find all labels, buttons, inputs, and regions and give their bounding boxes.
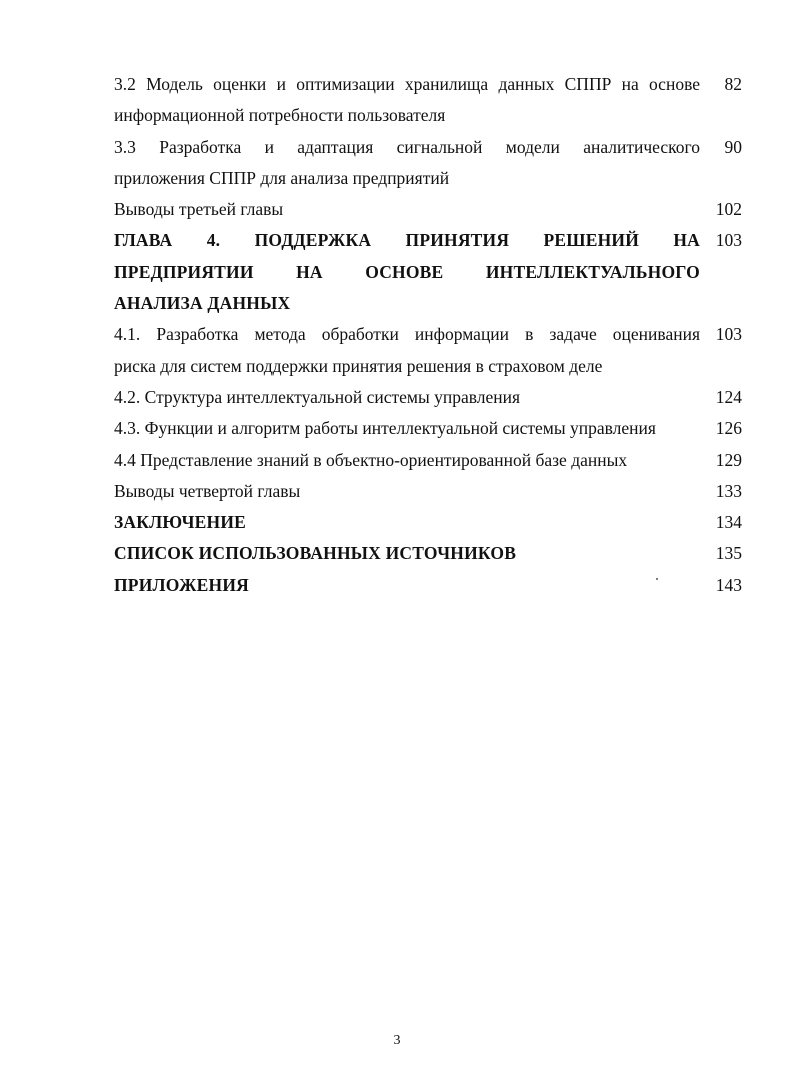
toc-page-number: 103	[715, 324, 742, 345]
toc-page-number: 126	[715, 418, 742, 439]
toc-entry-3-3	[114, 132, 742, 195]
toc-entry-line: ЗАКЛЮЧЕНИЕ	[114, 512, 247, 533]
page-footer-number: 3	[393, 1033, 401, 1048]
table-of-contents	[114, 69, 742, 601]
toc-entry-title	[114, 476, 700, 507]
toc-entry-title	[114, 507, 700, 538]
toc-entry-line: 3.3 Разработка и адаптация сигнальной модели аналитического	[114, 136, 700, 157]
toc-entry-line: ПРЕДПРИЯТИИ НА ОСНОВЕ ИНТЕЛЛЕКТУАЛЬНОГО	[114, 261, 700, 282]
toc-page-number: 102	[715, 199, 742, 220]
toc-entry-4-2	[114, 382, 742, 413]
toc-entry-chapter3-conclusions	[114, 194, 742, 225]
toc-page-number: 90	[724, 136, 742, 157]
toc-entry-chapter4-conclusions	[114, 476, 742, 507]
toc-entry-line: 3.2 Модель оценки и оптимизации хранилища данных СППР на основе	[114, 74, 700, 94]
toc-entry-title	[114, 382, 700, 413]
toc-entry-line: 4.2. Структура интеллектуальной системы управления	[114, 386, 521, 407]
toc-entry-4-1	[114, 319, 742, 382]
toc-entry-line: 4.1. Разработка метода обработки информации в задаче оценивания	[114, 324, 700, 345]
toc-page-number: 82	[724, 74, 742, 94]
toc-page-number: 124	[715, 386, 742, 407]
toc-entry-title	[114, 225, 700, 319]
toc-entry-line: ГЛАВА 4. ПОДДЕРЖКА ПРИНЯТИЯ РЕШЕНИЙ НА	[114, 230, 700, 251]
toc-entry-conclusion	[114, 507, 742, 538]
toc-page-number: 135	[715, 543, 742, 564]
toc-entry-line: Выводы третьей главы	[114, 199, 284, 220]
toc-entry-title	[114, 413, 700, 444]
toc-entry-line: риска для систем поддержки принятия решения в страховом деле	[114, 355, 603, 376]
scan-speck	[656, 578, 658, 580]
toc-entry-line: 4.3. Функции и алгоритм работы интеллектуальной системы управления	[114, 418, 656, 439]
toc-entry-line: СПИСОК ИСПОЛЬЗОВАННЫХ ИСТОЧНИКОВ	[114, 543, 517, 564]
toc-entry-title	[114, 570, 700, 601]
toc-page-number: 133	[715, 480, 742, 501]
toc-entry-title	[114, 132, 700, 195]
toc-page-number: 103	[715, 230, 742, 251]
toc-entry-title	[114, 445, 700, 476]
toc-entry-line: информационной потребности пользователя	[114, 105, 446, 126]
toc-entry-chapter-4	[114, 225, 742, 319]
toc-entry-4-3	[114, 413, 742, 444]
toc-entry-title	[114, 194, 700, 225]
toc-entry-references	[114, 538, 742, 569]
toc-entry-line: 4.4 Представление знаний в объектно-ориентированной базе данных	[114, 449, 628, 470]
toc-page-number: 143	[715, 574, 742, 595]
toc-entry-line: приложения СППР для анализа предприятий	[114, 167, 450, 188]
toc-page-number: 129	[715, 449, 742, 470]
toc-entry-title	[114, 538, 700, 569]
toc-entry-line: ПРИЛОЖЕНИЯ	[114, 574, 249, 595]
toc-entry-line: Выводы четвертой главы	[114, 480, 301, 501]
toc-entry-title	[114, 319, 700, 382]
toc-entry-line: АНАЛИЗА ДАННЫХ	[114, 293, 291, 314]
toc-entry-4-4	[114, 445, 742, 476]
toc-entry-title	[114, 69, 700, 132]
toc-entry-3-2	[114, 69, 742, 132]
toc-entry-appendices	[114, 570, 742, 601]
toc-page-number: 134	[715, 512, 742, 533]
